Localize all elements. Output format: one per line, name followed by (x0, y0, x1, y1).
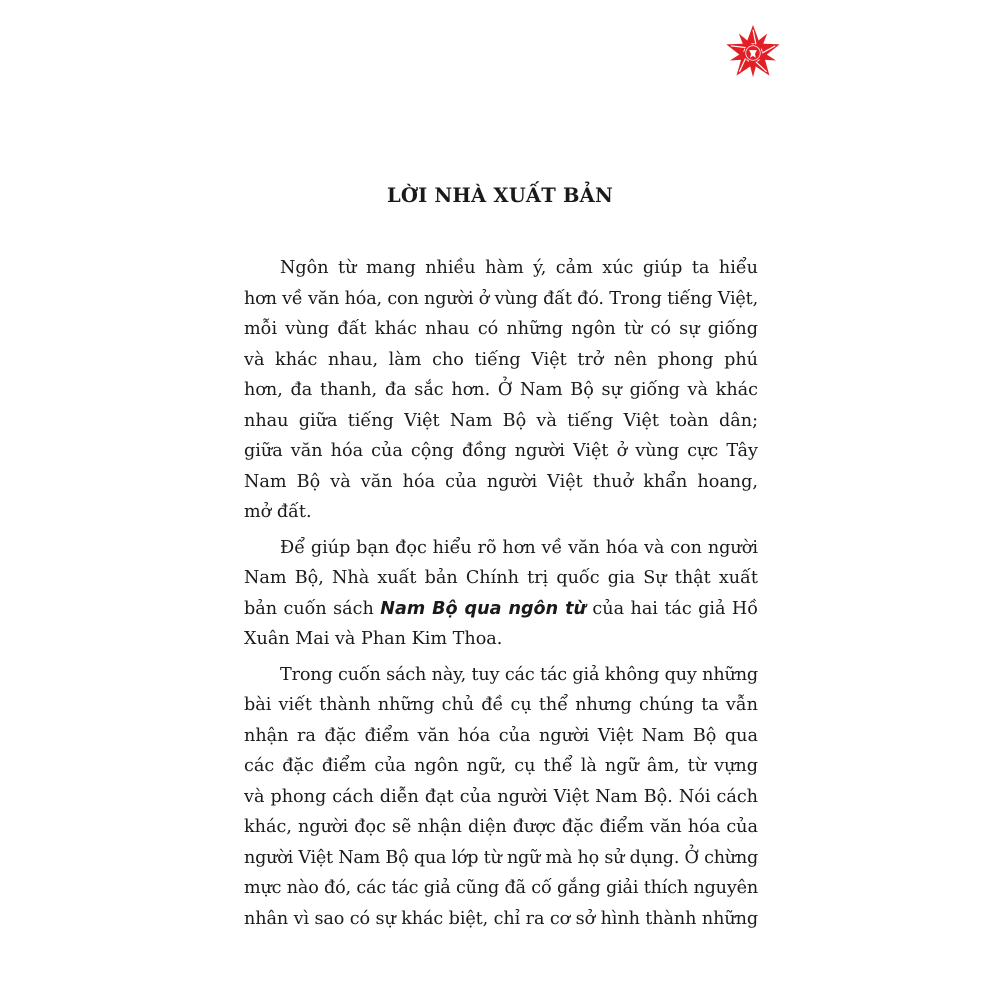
text-line: mỗi vùng đất khác nhau có những ngôn từ có sự giống (244, 319, 758, 339)
page-title: LỜI NHÀ XUẤT BẢN (387, 184, 613, 207)
paragraph-3 (244, 660, 758, 935)
text-line: bài viết thành những chủ đề cụ thể nhưng chúng ta vẫn (244, 695, 758, 715)
text-line: nhau giữa tiếng Việt Nam Bộ và tiếng Việt toàn dân; (244, 410, 758, 431)
publisher-star-logo-icon (724, 24, 782, 82)
text-line: các đặc điểm của ngôn ngữ, cụ thể là ngữ âm, từ vựng (244, 756, 758, 776)
text-line: mở đất. (244, 502, 312, 522)
text-fragment: của hai tác giả Hồ (586, 598, 759, 619)
text-line: Ngôn từ mang nhiều hàm ý, cảm xúc giúp ta hiểu (280, 258, 758, 278)
text-line: Nam Bộ, Nhà xuất bản Chính trị quốc gia Sự thật xuất (244, 568, 758, 588)
text-line: mực nào đó, các tác giả cũng đã cố gắng giải thích nguyên (244, 878, 758, 898)
paragraph-2 (244, 533, 758, 655)
body-text (244, 253, 758, 934)
text-line: khác, người đọc sẽ nhận diện được đặc điểm văn hóa của (244, 817, 758, 837)
text-line: người Việt Nam Bộ qua lớp từ ngữ mà họ sử dụng. Ở chừng (244, 847, 758, 868)
text-line: và khác nhau, làm cho tiếng Việt trở nên phong phú (244, 349, 758, 370)
text-line: Nam Bộ và văn hóa của người Việt thuở khẩn hoang, (244, 471, 758, 492)
text-line: Để giúp bạn đọc hiểu rõ hơn về văn hóa và con người (280, 537, 758, 558)
text-line: hơn về văn hóa, con người ở vùng đất đó. Trong tiếng Việt, (244, 288, 758, 309)
book-title: Nam Bộ qua ngôn từ (380, 598, 587, 619)
paragraph-1 (244, 253, 758, 528)
text-line-with-book-title (244, 594, 758, 625)
text-line: Trong cuốn sách này, tuy các tác giả không quy những (280, 664, 758, 685)
text-line: và phong cách diễn đạt của người Việt Nam Bộ. Nói cách (244, 786, 758, 807)
text-line: nhân vì sao có sự khác biệt, chỉ ra cơ sở hình thành những (244, 908, 758, 929)
text-line: Xuân Mai và Phan Kim Thoa. (244, 629, 503, 649)
text-line: hơn, đa thanh, đa sắc hơn. Ở Nam Bộ sự giống và khác (244, 380, 758, 400)
text-line: nhận ra đặc điểm văn hóa của người Việt Nam Bộ qua (244, 725, 758, 746)
text-line: giữa văn hóa của cộng đồng người Việt ở vùng cực Tây (244, 441, 758, 461)
text-fragment: bản cuốn sách (244, 598, 381, 619)
